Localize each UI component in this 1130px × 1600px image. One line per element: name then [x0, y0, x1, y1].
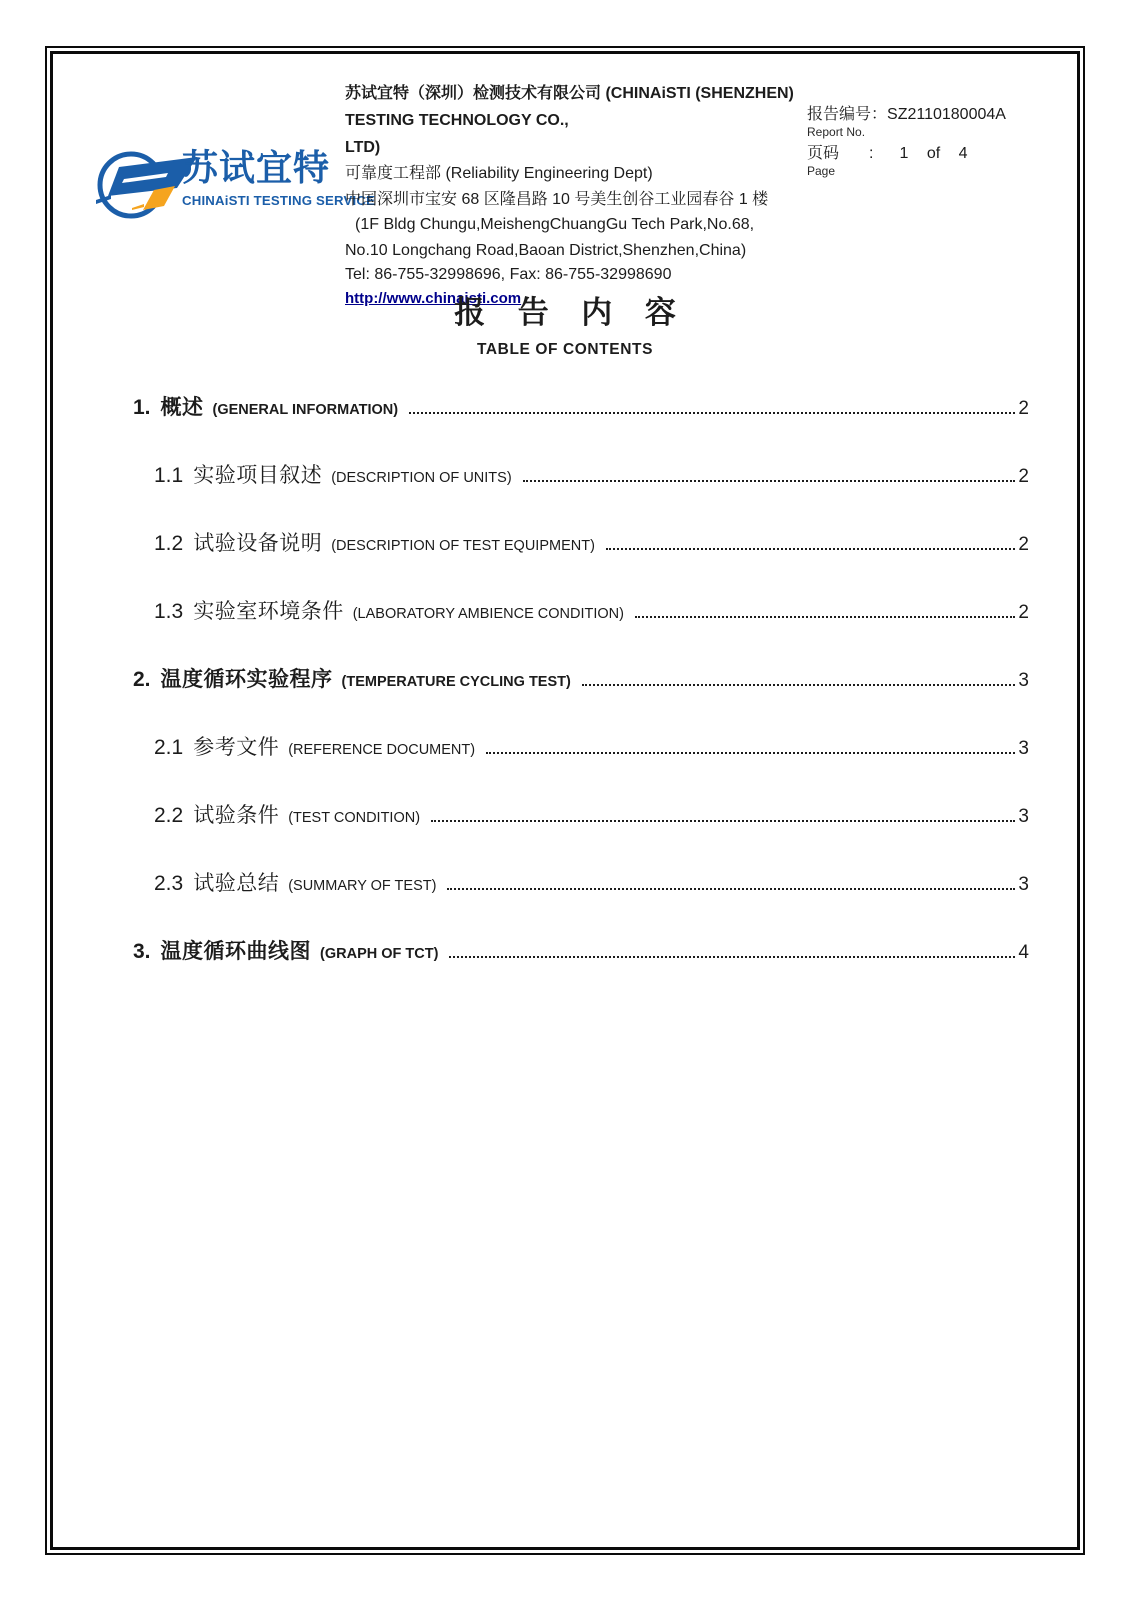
page-subtitle: TABLE OF CONTENTS [476, 341, 654, 358]
page-title: 报 告 内 容 [454, 295, 688, 330]
toc-leader-dots [582, 671, 1016, 686]
toc-entry-number: 1.2 [154, 532, 184, 555]
toc-list [133, 391, 1029, 1003]
tel-fax-line: Tel: 86-755-32998696, Fax: 86-755-32998690 [345, 266, 672, 283]
toc-entry-page: 3 [1018, 874, 1029, 895]
toc-entry-page: 3 [1018, 670, 1029, 691]
toc-entry-number: 2. [133, 668, 151, 691]
toc-entry [133, 527, 1029, 557]
toc-entry-page: 2 [1018, 602, 1029, 623]
address-en-line2: No.10 Longchang Road,Baoan District,Shenzhen,China) [345, 241, 747, 259]
page-number-row [807, 143, 1006, 164]
company-name-line2: LTD) [345, 139, 381, 156]
toc-entry-number: 2.3 [154, 872, 184, 895]
toc-leader-dots [606, 535, 1016, 550]
toc-entry-number: 1.1 [154, 464, 184, 487]
toc-entry-title-cn: 概述 [160, 396, 204, 419]
toc-entry-number: 1.3 [154, 600, 184, 623]
toc-entry-title-cn: 实验室环境条件 [193, 600, 344, 623]
toc-entry [133, 935, 1029, 965]
page-sublabel: Page [807, 164, 836, 178]
toc-entry [133, 799, 1029, 829]
toc-entry-page: 2 [1018, 534, 1029, 555]
logo-tagline: CHINAiSTI TESTING SERVICE [182, 193, 376, 208]
toc-leader-dots [409, 399, 1015, 414]
toc-entry-title-cn: 试验设备说明 [193, 532, 323, 555]
toc-leader-dots [431, 807, 1015, 822]
toc-entry [133, 391, 1029, 421]
website-link[interactable]: http://www.chinaisti.com [345, 290, 522, 307]
toc-entry-page: 2 [1018, 466, 1029, 487]
toc-entry [133, 595, 1029, 625]
toc-entry-title-en: (GENERAL INFORMATION) [212, 402, 399, 418]
page-label: 页码 [807, 145, 840, 162]
toc-entry-page: 4 [1018, 942, 1029, 963]
address-cn-line: 中国深圳市宝安 68 区隆昌路 10 号美生创谷工业园春谷 1 楼 [345, 190, 769, 208]
address-en-line1: (1F Bldg Chungu,MeishengChuangGu Tech Park,No.68, [355, 216, 755, 233]
company-header [345, 80, 825, 312]
report-no-row [807, 104, 1006, 125]
toc-entry-title-en: (DESCRIPTION OF UNITS) [331, 470, 512, 486]
report-no-value: SZ2110180004A [887, 106, 1006, 123]
toc-entry-title-en: (REFERENCE DOCUMENT) [288, 742, 476, 758]
toc-entry-number: 2.2 [154, 804, 184, 827]
toc-entry-page: 3 [1018, 738, 1029, 759]
toc-entry-title-en: (TEST CONDITION) [288, 810, 421, 826]
toc-leader-dots [486, 739, 1015, 754]
toc-entry-page: 2 [1018, 398, 1029, 419]
toc-entry-title-en: (LABORATORY AMBIENCE CONDITION) [352, 606, 624, 622]
report-info [807, 104, 1006, 182]
toc-entry-title-en: (GRAPH OF TCT) [320, 946, 439, 962]
toc-entry-title-en: (TEMPERATURE CYCLING TEST) [341, 674, 571, 690]
toc-entry-title-cn: 试验总结 [193, 872, 280, 895]
department-line: 可靠度工程部 (Reliability Engineering Dept) [345, 165, 653, 182]
toc-entry-number: 3. [133, 940, 151, 963]
report-no-sublabel: Report No. [807, 125, 866, 139]
toc-entry [133, 731, 1029, 761]
logo-company-name: 苏试宜特 [182, 147, 331, 188]
toc-leader-dots [523, 467, 1016, 482]
company-name-line1: 苏试宜特（深圳）检测技术有限公司 (CHINAiSTI (SHENZHEN) TESTING TECHNOLOGY CO., [345, 85, 794, 129]
toc-entry-title-cn: 温度循环实验程序 [160, 668, 333, 691]
toc-entry [133, 867, 1029, 897]
toc-entry-number: 2.1 [154, 736, 184, 759]
toc-entry-title-en: (SUMMARY OF TEST) [288, 878, 437, 894]
toc-leader-dots [449, 943, 1015, 958]
toc-leader-dots [635, 603, 1015, 618]
report-no-label: 报告编号： [807, 106, 888, 123]
toc-entry [133, 663, 1029, 693]
toc-entry-title-en: (DESCRIPTION OF TEST EQUIPMENT) [331, 538, 595, 554]
toc-leader-dots [447, 875, 1015, 890]
page-number-value: 1 of 4 [899, 145, 968, 162]
toc-entry-title-cn: 温度循环曲线图 [160, 940, 312, 963]
toc-entry-title-cn: 实验项目叙述 [193, 464, 323, 487]
toc-entry-title-cn: 试验条件 [193, 804, 280, 827]
toc-entry-page: 3 [1018, 806, 1029, 827]
toc-entry [133, 459, 1029, 489]
toc-entry-title-cn: 参考文件 [193, 736, 280, 759]
toc-entry-number: 1. [133, 396, 151, 419]
title-block [0, 287, 1130, 359]
page-colon: : [869, 145, 874, 162]
